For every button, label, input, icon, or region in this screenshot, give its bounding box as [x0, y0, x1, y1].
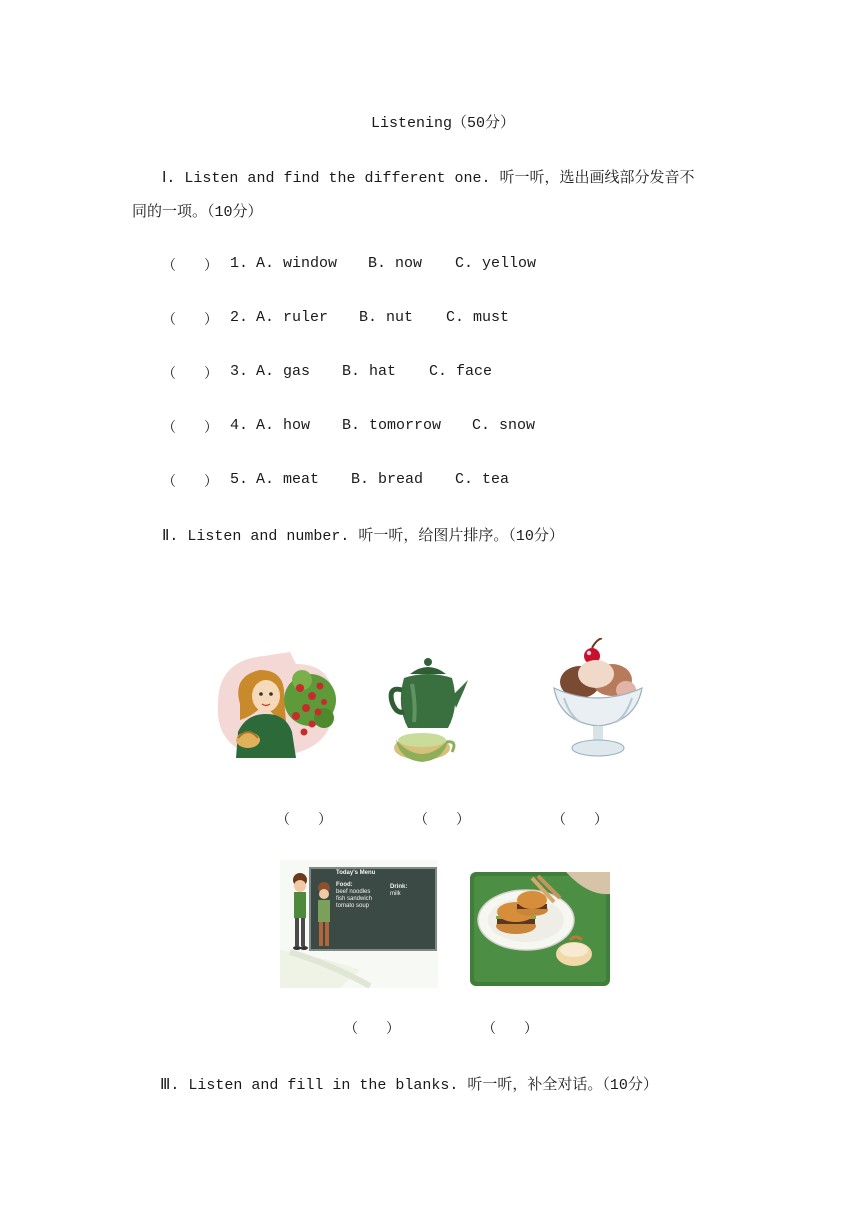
section-2-heading: Ⅱ. Listen and number. 听一听，给图片排序。（10分）: [162, 528, 564, 545]
answer-blank[interactable]: （ ）: [162, 367, 218, 383]
burgers-on-tray-picture: [470, 872, 610, 986]
option-c: C. must: [446, 309, 510, 326]
option-a: A. ruler: [256, 309, 329, 326]
question-number: 1.: [230, 255, 249, 272]
question-number: 5.: [230, 471, 249, 488]
option-c: C. tea: [455, 471, 510, 488]
answer-blank[interactable]: （ ）: [162, 259, 218, 275]
menu-drink-item: milk: [390, 891, 401, 897]
answer-blank[interactable]: （ ）: [162, 421, 218, 437]
option-b: B. nut: [359, 309, 414, 326]
section-1-heading-line1: Ⅰ. Listen and find the different one. 听一听，选出画线部分发音不: [162, 170, 695, 187]
menu-food-item: tomato soup: [336, 903, 370, 909]
option-c: C. yellow: [455, 255, 537, 272]
girl-picking-fruit-picture: [212, 646, 338, 760]
teapot-and-cup-picture: [386, 656, 470, 766]
question-number: 2.: [230, 309, 249, 326]
question-number: 3.: [230, 363, 249, 380]
picture-3-answer-blank[interactable]: （ ）: [552, 813, 608, 829]
menu-food-item: beef noodles: [336, 889, 371, 895]
option-c: C. snow: [472, 417, 536, 434]
option-a: A. how: [256, 417, 311, 434]
picture-5-answer-blank[interactable]: （ ）: [482, 1022, 538, 1038]
section-1-heading-line2: 同的一项。（10分）: [132, 204, 263, 221]
option-a: A. gas: [256, 363, 311, 380]
question-number: 4.: [230, 417, 249, 434]
answer-blank[interactable]: （ ）: [162, 475, 218, 491]
picture-2-answer-blank[interactable]: （ ）: [414, 813, 470, 829]
option-c: C. face: [429, 363, 493, 380]
option-b: B. tomorrow: [342, 417, 442, 434]
menu-board-picture: [280, 860, 438, 988]
option-b: B. bread: [351, 471, 424, 488]
picture-4-answer-blank[interactable]: （ ）: [344, 1022, 400, 1038]
option-a: A. meat: [256, 471, 320, 488]
menu-food-label: Food:: [336, 882, 353, 888]
option-b: B. now: [368, 255, 423, 272]
answer-blank[interactable]: （ ）: [162, 313, 218, 329]
ice-cream-sundae-picture: [550, 638, 646, 760]
page-title: Listening（50分）: [370, 115, 516, 132]
menu-title: Today's Menu: [336, 870, 376, 876]
option-a: A. window: [256, 255, 338, 272]
picture-1-answer-blank[interactable]: （ ）: [276, 813, 332, 829]
menu-drink-label: Drink:: [390, 884, 408, 890]
section-3-heading: Ⅲ. Listen and fill in the blanks. 听一听，补全对话。（10分）: [160, 1077, 658, 1094]
option-b: B. hat: [342, 363, 397, 380]
menu-food-item: fish sandwich: [336, 896, 373, 902]
